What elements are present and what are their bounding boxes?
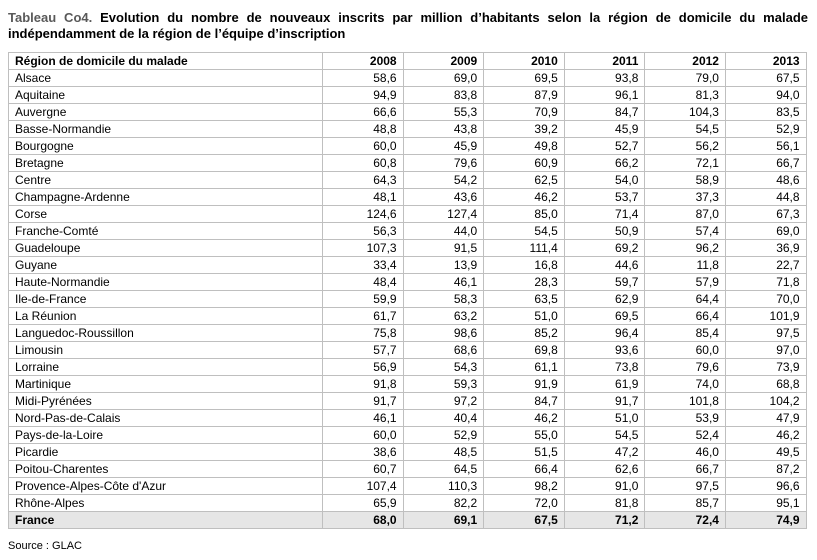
value-cell: 60,8: [323, 155, 404, 172]
value-cell: 55,0: [484, 427, 565, 444]
value-cell: 87,9: [484, 87, 565, 104]
region-cell: Haute-Normandie: [9, 274, 323, 291]
value-cell: 61,9: [564, 376, 645, 393]
value-cell: 71,8: [725, 274, 806, 291]
value-cell: 81,8: [564, 495, 645, 512]
region-cell: Rhône-Alpes: [9, 495, 323, 512]
value-cell: 66,6: [323, 104, 404, 121]
region-cell: Languedoc-Roussillon: [9, 325, 323, 342]
region-cell: Martinique: [9, 376, 323, 393]
value-cell: 107,3: [323, 240, 404, 257]
value-cell: 44,6: [564, 257, 645, 274]
region-cell: France: [9, 512, 323, 529]
value-cell: 85,7: [645, 495, 726, 512]
table-row: [9, 359, 807, 376]
table-row: [9, 172, 807, 189]
table-row: [9, 257, 807, 274]
value-cell: 72,1: [645, 155, 726, 172]
value-cell: 63,2: [403, 308, 484, 325]
table-row: [9, 274, 807, 291]
value-cell: 96,4: [564, 325, 645, 342]
value-cell: 66,7: [645, 461, 726, 478]
value-cell: 66,2: [564, 155, 645, 172]
table-title-text: Evolution du nombre de nouveaux inscrits par million d’habitants selon la région de domicile du malade indépendamment de la région de l’équipe d’inscription: [8, 10, 808, 41]
value-cell: 51,0: [564, 410, 645, 427]
header-row: [9, 53, 807, 70]
value-cell: 70,0: [725, 291, 806, 308]
value-cell: 96,1: [564, 87, 645, 104]
table-body: [9, 70, 807, 529]
table-row: [9, 121, 807, 138]
value-cell: 37,3: [645, 189, 726, 206]
value-cell: 58,6: [323, 70, 404, 87]
region-cell: Franche-Comté: [9, 223, 323, 240]
value-cell: 69,5: [564, 308, 645, 325]
value-cell: 91,7: [564, 393, 645, 410]
value-cell: 69,5: [484, 70, 565, 87]
column-header-year: 2009: [403, 53, 484, 70]
value-cell: 91,0: [564, 478, 645, 495]
value-cell: 50,9: [564, 223, 645, 240]
value-cell: 62,6: [564, 461, 645, 478]
value-cell: 48,5: [403, 444, 484, 461]
table-row: [9, 291, 807, 308]
region-cell: Bourgogne: [9, 138, 323, 155]
table-row: [9, 240, 807, 257]
table-row: [9, 342, 807, 359]
value-cell: 54,0: [564, 172, 645, 189]
column-header-year: 2013: [725, 53, 806, 70]
value-cell: 46,2: [725, 427, 806, 444]
value-cell: 97,0: [725, 342, 806, 359]
table-row: [9, 410, 807, 427]
value-cell: 66,4: [484, 461, 565, 478]
table-title: [8, 10, 808, 42]
region-cell: Alsace: [9, 70, 323, 87]
value-cell: 36,9: [725, 240, 806, 257]
value-cell: 33,4: [323, 257, 404, 274]
value-cell: 68,8: [725, 376, 806, 393]
value-cell: 93,8: [564, 70, 645, 87]
value-cell: 60,0: [323, 138, 404, 155]
table-row: [9, 206, 807, 223]
value-cell: 48,1: [323, 189, 404, 206]
value-cell: 44,0: [403, 223, 484, 240]
value-cell: 49,5: [725, 444, 806, 461]
value-cell: 97,2: [403, 393, 484, 410]
value-cell: 69,0: [725, 223, 806, 240]
table-row: [9, 376, 807, 393]
value-cell: 56,3: [323, 223, 404, 240]
value-cell: 73,8: [564, 359, 645, 376]
table-row: [9, 155, 807, 172]
value-cell: 107,4: [323, 478, 404, 495]
table-row: [9, 87, 807, 104]
value-cell: 69,1: [403, 512, 484, 529]
region-cell: Limousin: [9, 342, 323, 359]
value-cell: 54,3: [403, 359, 484, 376]
table-row: [9, 189, 807, 206]
value-cell: 56,1: [725, 138, 806, 155]
value-cell: 60,0: [645, 342, 726, 359]
value-cell: 60,7: [323, 461, 404, 478]
value-cell: 68,6: [403, 342, 484, 359]
value-cell: 69,8: [484, 342, 565, 359]
value-cell: 66,7: [725, 155, 806, 172]
value-cell: 98,2: [484, 478, 565, 495]
value-cell: 94,9: [323, 87, 404, 104]
value-cell: 64,4: [645, 291, 726, 308]
table-row: [9, 70, 807, 87]
value-cell: 74,9: [725, 512, 806, 529]
region-cell: Champagne-Ardenne: [9, 189, 323, 206]
value-cell: 63,5: [484, 291, 565, 308]
value-cell: 101,8: [645, 393, 726, 410]
region-cell: Nord-Pas-de-Calais: [9, 410, 323, 427]
value-cell: 73,9: [725, 359, 806, 376]
region-cell: Provence-Alpes-Côte d'Azur: [9, 478, 323, 495]
value-cell: 45,9: [564, 121, 645, 138]
value-cell: 54,5: [645, 121, 726, 138]
value-cell: 52,9: [725, 121, 806, 138]
value-cell: 46,2: [484, 410, 565, 427]
table-row: [9, 223, 807, 240]
value-cell: 72,4: [645, 512, 726, 529]
value-cell: 56,9: [323, 359, 404, 376]
region-cell: Pays-de-la-Loire: [9, 427, 323, 444]
value-cell: 97,5: [725, 325, 806, 342]
value-cell: 91,7: [323, 393, 404, 410]
table-row: [9, 427, 807, 444]
value-cell: 57,4: [645, 223, 726, 240]
value-cell: 91,5: [403, 240, 484, 257]
value-cell: 60,0: [323, 427, 404, 444]
value-cell: 85,0: [484, 206, 565, 223]
region-cell: La Réunion: [9, 308, 323, 325]
value-cell: 62,9: [564, 291, 645, 308]
value-cell: 62,5: [484, 172, 565, 189]
value-cell: 94,0: [725, 87, 806, 104]
value-cell: 58,9: [645, 172, 726, 189]
value-cell: 84,7: [484, 393, 565, 410]
value-cell: 52,4: [645, 427, 726, 444]
value-cell: 61,7: [323, 308, 404, 325]
value-cell: 97,5: [645, 478, 726, 495]
value-cell: 48,6: [725, 172, 806, 189]
value-cell: 75,8: [323, 325, 404, 342]
value-cell: 56,2: [645, 138, 726, 155]
value-cell: 69,0: [403, 70, 484, 87]
value-cell: 47,9: [725, 410, 806, 427]
value-cell: 96,2: [645, 240, 726, 257]
value-cell: 83,5: [725, 104, 806, 121]
region-cell: Midi-Pyrénées: [9, 393, 323, 410]
value-cell: 13,9: [403, 257, 484, 274]
table-row: [9, 308, 807, 325]
value-cell: 79,6: [645, 359, 726, 376]
value-cell: 46,2: [484, 189, 565, 206]
table-row: [9, 461, 807, 478]
value-cell: 39,2: [484, 121, 565, 138]
region-cell: Guyane: [9, 257, 323, 274]
value-cell: 85,2: [484, 325, 565, 342]
value-cell: 44,8: [725, 189, 806, 206]
value-cell: 127,4: [403, 206, 484, 223]
value-cell: 54,2: [403, 172, 484, 189]
value-cell: 72,0: [484, 495, 565, 512]
value-cell: 124,6: [323, 206, 404, 223]
table-row: [9, 104, 807, 121]
column-header-region: Région de domicile du malade: [9, 53, 323, 70]
total-row: [9, 512, 807, 529]
value-cell: 52,9: [403, 427, 484, 444]
value-cell: 83,8: [403, 87, 484, 104]
value-cell: 59,9: [323, 291, 404, 308]
value-cell: 111,4: [484, 240, 565, 257]
value-cell: 49,8: [484, 138, 565, 155]
value-cell: 58,3: [403, 291, 484, 308]
table-row: [9, 478, 807, 495]
value-cell: 95,1: [725, 495, 806, 512]
value-cell: 43,8: [403, 121, 484, 138]
value-cell: 69,2: [564, 240, 645, 257]
region-cell: Aquitaine: [9, 87, 323, 104]
value-cell: 57,7: [323, 342, 404, 359]
value-cell: 51,5: [484, 444, 565, 461]
value-cell: 46,0: [645, 444, 726, 461]
value-cell: 68,0: [323, 512, 404, 529]
value-cell: 53,7: [564, 189, 645, 206]
value-cell: 71,2: [564, 512, 645, 529]
value-cell: 48,4: [323, 274, 404, 291]
value-cell: 46,1: [323, 410, 404, 427]
value-cell: 84,7: [564, 104, 645, 121]
value-cell: 67,5: [484, 512, 565, 529]
value-cell: 79,6: [403, 155, 484, 172]
value-cell: 79,0: [645, 70, 726, 87]
region-cell: Corse: [9, 206, 323, 223]
value-cell: 11,8: [645, 257, 726, 274]
value-cell: 71,4: [564, 206, 645, 223]
region-cell: Auvergne: [9, 104, 323, 121]
region-cell: Basse-Normandie: [9, 121, 323, 138]
source-note: Source : GLAC: [8, 540, 82, 552]
value-cell: 57,9: [645, 274, 726, 291]
value-cell: 74,0: [645, 376, 726, 393]
value-cell: 38,6: [323, 444, 404, 461]
column-header-year: 2012: [645, 53, 726, 70]
value-cell: 81,3: [645, 87, 726, 104]
value-cell: 22,7: [725, 257, 806, 274]
region-cell: Lorraine: [9, 359, 323, 376]
table-row: [9, 325, 807, 342]
region-cell: Ile-de-France: [9, 291, 323, 308]
value-cell: 110,3: [403, 478, 484, 495]
value-cell: 104,2: [725, 393, 806, 410]
value-cell: 66,4: [645, 308, 726, 325]
value-cell: 82,2: [403, 495, 484, 512]
value-cell: 67,5: [725, 70, 806, 87]
value-cell: 60,9: [484, 155, 565, 172]
value-cell: 67,3: [725, 206, 806, 223]
value-cell: 28,3: [484, 274, 565, 291]
column-header-year: 2011: [564, 53, 645, 70]
value-cell: 87,2: [725, 461, 806, 478]
value-cell: 54,5: [564, 427, 645, 444]
region-cell: Bretagne: [9, 155, 323, 172]
value-cell: 65,9: [323, 495, 404, 512]
value-cell: 48,8: [323, 121, 404, 138]
value-cell: 45,9: [403, 138, 484, 155]
value-cell: 51,0: [484, 308, 565, 325]
table-row: [9, 393, 807, 410]
value-cell: 40,4: [403, 410, 484, 427]
table-row: [9, 444, 807, 461]
column-header-year: 2008: [323, 53, 404, 70]
value-cell: 85,4: [645, 325, 726, 342]
value-cell: 16,8: [484, 257, 565, 274]
value-cell: 101,9: [725, 308, 806, 325]
value-cell: 61,1: [484, 359, 565, 376]
value-cell: 91,8: [323, 376, 404, 393]
value-cell: 43,6: [403, 189, 484, 206]
value-cell: 54,5: [484, 223, 565, 240]
value-cell: 70,9: [484, 104, 565, 121]
region-cell: Picardie: [9, 444, 323, 461]
value-cell: 98,6: [403, 325, 484, 342]
value-cell: 64,3: [323, 172, 404, 189]
table-row: [9, 138, 807, 155]
value-cell: 104,3: [645, 104, 726, 121]
region-cell: Centre: [9, 172, 323, 189]
value-cell: 64,5: [403, 461, 484, 478]
table-row: [9, 495, 807, 512]
column-header-year: 2010: [484, 53, 565, 70]
value-cell: 93,6: [564, 342, 645, 359]
value-cell: 53,9: [645, 410, 726, 427]
region-cell: Guadeloupe: [9, 240, 323, 257]
table-number: Tableau Co4.: [8, 10, 93, 25]
value-cell: 55,3: [403, 104, 484, 121]
data-table: [8, 52, 807, 529]
value-cell: 46,1: [403, 274, 484, 291]
value-cell: 96,6: [725, 478, 806, 495]
value-cell: 52,7: [564, 138, 645, 155]
region-cell: Poitou-Charentes: [9, 461, 323, 478]
value-cell: 59,3: [403, 376, 484, 393]
value-cell: 91,9: [484, 376, 565, 393]
value-cell: 59,7: [564, 274, 645, 291]
value-cell: 47,2: [564, 444, 645, 461]
value-cell: 87,0: [645, 206, 726, 223]
